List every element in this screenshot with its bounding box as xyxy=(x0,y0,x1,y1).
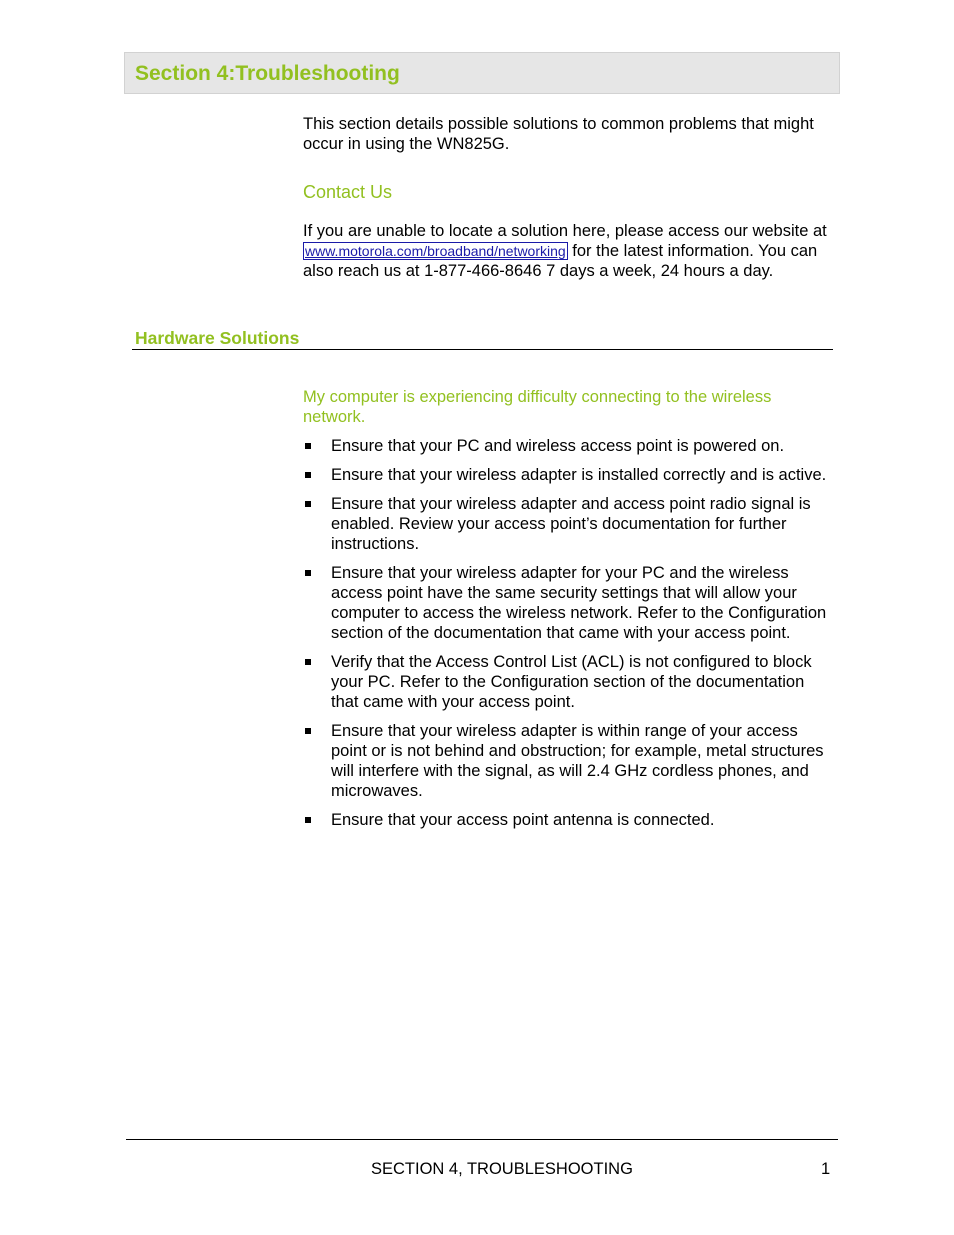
list-item xyxy=(303,494,833,554)
contact-us-heading: Contact Us xyxy=(303,182,393,202)
footer-rule xyxy=(126,1139,838,1140)
square-bullet-icon xyxy=(305,501,311,507)
list-item xyxy=(303,465,833,485)
hardware-heading-rule xyxy=(132,349,833,350)
square-bullet-icon xyxy=(305,728,311,734)
list-item xyxy=(303,652,833,712)
contact-text-after-link: for the latest information. You can also reach us at 1-877-466-8646 7 days a week, 24 hours a day. xyxy=(303,242,818,280)
list-item-text: Ensure that your PC and wireless access point is powered on. xyxy=(331,437,785,455)
list-item xyxy=(303,721,833,801)
list-item-text: Ensure that your wireless adapter and access point radio signal is enabled. Review your access point’s documentation for further instructions. xyxy=(331,495,811,553)
contact-paragraph xyxy=(303,221,833,281)
intro-paragraph: This section details possible solutions to common problems that might occur in using the WN825G. xyxy=(303,115,814,153)
list-item xyxy=(303,436,833,456)
square-bullet-icon xyxy=(305,659,311,665)
list-item-text: Ensure that your wireless adapter is installed correctly and is active. xyxy=(331,466,827,484)
solution-list xyxy=(303,436,833,839)
footer-section-label: SECTION 4, TROUBLESHOOTING xyxy=(371,1160,633,1178)
section-banner xyxy=(124,52,840,94)
page-number: 1 xyxy=(821,1160,831,1178)
list-item-text: Ensure that your access point antenna is connected. xyxy=(331,811,715,829)
section-title: Section 4:Troubleshooting xyxy=(135,62,400,85)
list-item-text: Verify that the Access Control List (ACL) is not configured to block your PC. Refer to the Configuration section of the documentation that came with your access point. xyxy=(331,653,812,711)
square-bullet-icon xyxy=(305,570,311,576)
list-item xyxy=(303,810,833,830)
list-item-text: Ensure that your wireless adapter for your PC and the wireless access point have the same security settings that will allow your computer to access the wireless network. Refer to the Configuration section of the documentation that came with your access point. xyxy=(331,564,827,642)
contact-text-before-link: If you are unable to locate a solution here, please access our website at xyxy=(303,222,827,240)
list-item-text: Ensure that your wireless adapter is within range of your access point or is not behind and obstruction; for example, metal structures will interfere with the signal, as will 2.4 GHz cordless phones, and microwaves. xyxy=(331,722,824,800)
problem-heading: My computer is experiencing difficulty connecting to the wireless network. xyxy=(303,388,772,426)
square-bullet-icon xyxy=(305,817,311,823)
list-item xyxy=(303,563,833,643)
motorola-website-link[interactable]: www.motorola.com/broadband/networking xyxy=(305,243,566,259)
hardware-solutions-heading: Hardware Solutions xyxy=(135,328,300,348)
square-bullet-icon xyxy=(305,443,311,449)
square-bullet-icon xyxy=(305,472,311,478)
